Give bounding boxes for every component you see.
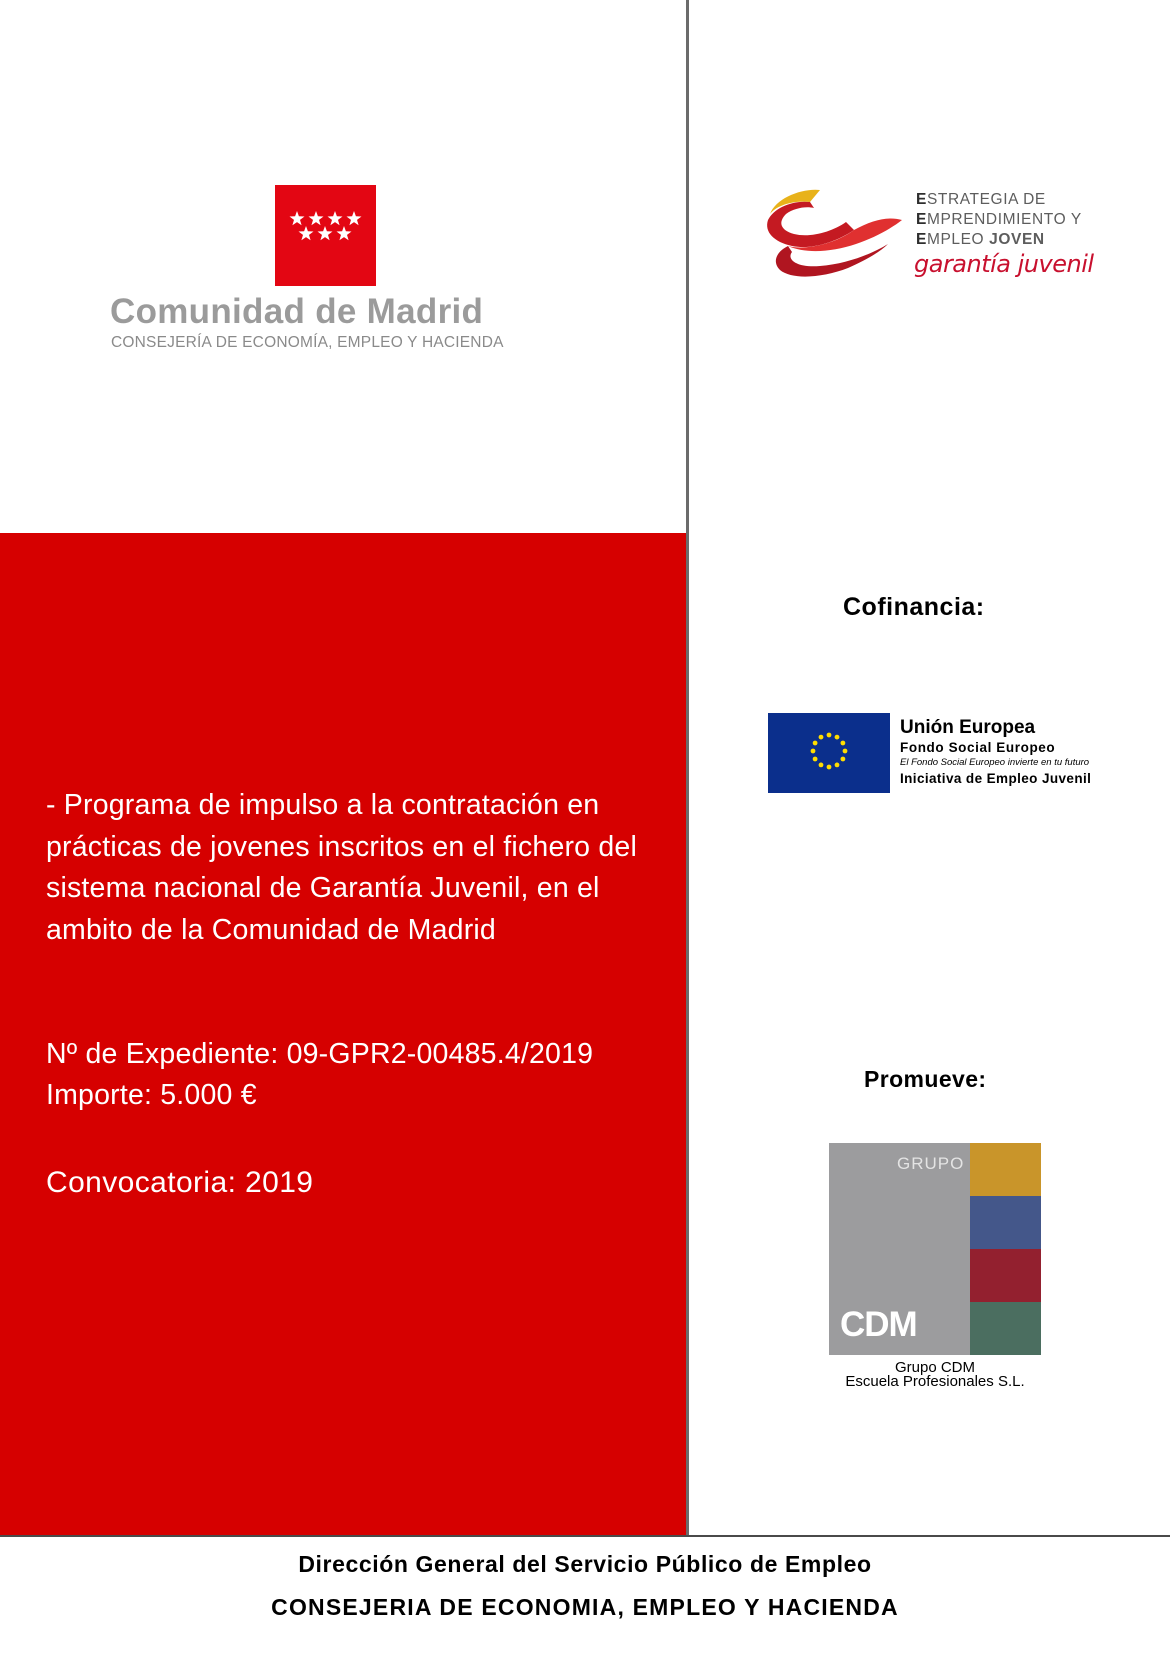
cdm-caption-line2: Escuela Profesionales S.L. [845,1373,1025,1390]
madrid-flag-logo [275,185,376,286]
cdm-logo-mark: CDM [840,1305,917,1344]
cdm-logo-band-yellow [970,1143,1041,1196]
cdm-logo-band-red [970,1249,1041,1302]
footer-rule [0,1535,1170,1537]
garantia-juvenil-line3-prefix: EMPLEO [916,231,985,248]
red-info-block [0,533,686,1535]
cofinancia-heading: Cofinancia: [843,593,985,621]
cdm-logo-band-blue [970,1196,1041,1249]
garantia-juvenil-line3 [916,231,1045,249]
footer-line2: CONSEJERIA DE ECONOMIA, EMPLEO Y HACIENDA [271,1594,899,1620]
importe-amount: Importe: 5.000 € [46,1079,257,1111]
eu-flag-logo [768,713,890,793]
expediente-number: Nº de Expediente: 09-GPR2-00485.4/2019 [46,1038,594,1070]
garantia-juvenil-line3-bold: JOVEN [989,231,1045,248]
garantia-juvenil-ribbon-icon [762,184,912,294]
convocatoria-year: Convocatoria: 2019 [46,1166,314,1199]
garantia-juvenil-brand: garantía juvenil [914,250,1094,278]
madrid-stars-icon [275,185,376,286]
cdm-logo-band-green [970,1302,1041,1355]
promueve-heading: Promueve: [864,1066,987,1092]
eu-initiative: Iniciativa de Empleo Juvenil [900,771,1092,786]
footer-line1: Dirección General del Servicio Público de Empleo [298,1551,872,1577]
garantia-juvenil-line2: EMPRENDIMIENTO Y [916,211,1082,228]
eu-stars-icon [768,713,890,793]
eu-fund-name: Fondo Social Europeo [900,740,1056,755]
eu-title: Unión Europea [900,717,1036,738]
program-description: - Programa de impulso a la contratación en prácticas de jovenes inscritos en el fichero del sistema nacional de Garantía Juvenil, en el ambito de la Comunidad de Madrid [46,789,637,946]
cdm-caption-line1: Grupo CDM [894,1359,976,1376]
eu-motto: El Fondo Social Europeo invierte en tu futuro [900,757,1090,768]
garantia-juvenil-line1: ESTRATEGIA DE [916,191,1046,208]
madrid-logo-name: Comunidad de Madrid [110,292,484,331]
madrid-logo-subtitle: CONSEJERÍA DE ECONOMÍA, EMPLEO Y HACIENDA [111,334,504,351]
cdm-logo-group-label: GRUPO [897,1154,965,1173]
vertical-divider [686,0,689,1536]
